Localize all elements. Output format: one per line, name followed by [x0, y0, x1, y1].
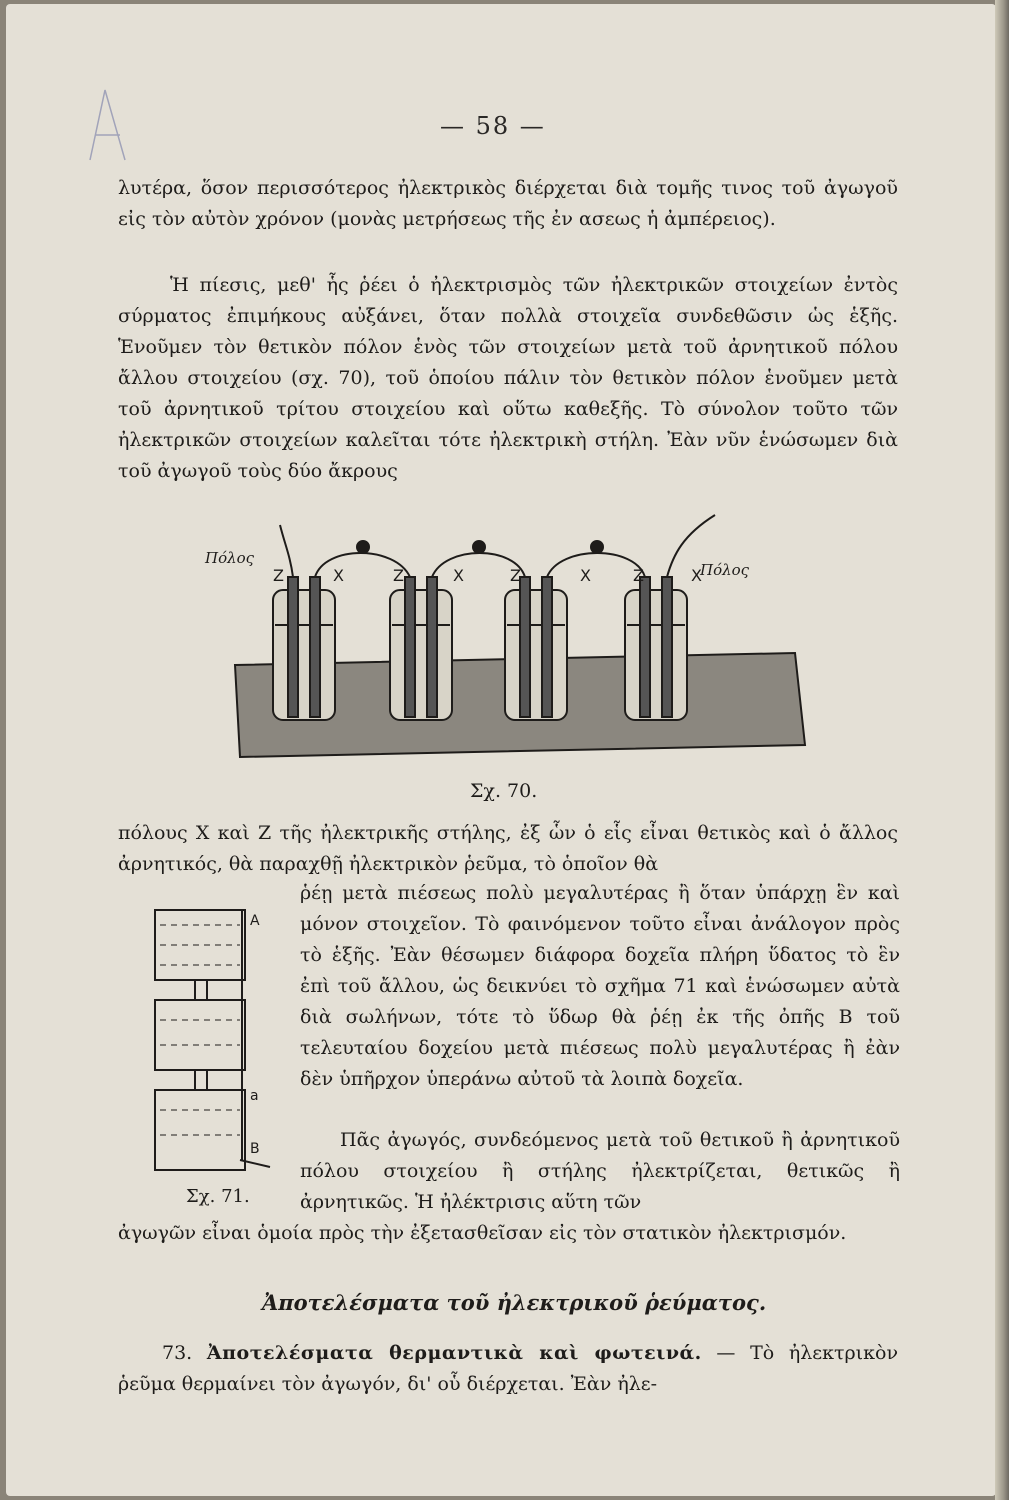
paragraph-5: Πᾶς ἀγωγός, συνδεόμενος μετὰ τοῦ θετικοῦ ἢ ἀρνητικοῦ πόλου στοιχείου ἢ στήλης ἠλεκτρίζεται, θετικῶς ἢ ἀρνητικῶς. Ἡ ἠλέκτρισις αὕτη τῶν — [300, 1129, 900, 1213]
paragraph-5-continued: ἀγωγῶν εἶναι ὁμοία πρὸς τὴν ἐξετασθεῖσαν εἰς τὸν στατικὸν ἠλεκτρισμόν. — [118, 1222, 847, 1244]
paragraph-73 — [118, 1338, 898, 1400]
terminal-label: Z — [510, 566, 521, 585]
figure-70-caption: Σχ. 70. — [470, 780, 538, 802]
page-number: — 58 — — [440, 112, 546, 140]
figure-71-label: B — [250, 1141, 260, 1157]
terminal-label: Z — [393, 566, 404, 585]
figure-71-label: a — [250, 1088, 259, 1104]
paragraph-1: λυτέρα, ὅσον περισσότερος ἠλεκτρικὸς διέρχεται διὰ τομῆς τινος τοῦ ἀγωγοῦ εἰς τὸν αὐτὸν χρόνον (μονὰς μετρήσεως τῆς ἐν ασεως ἡ ἀμπέρειος). — [118, 177, 898, 230]
book-spine — [995, 0, 1009, 1500]
paragraph-4: ῥέῃ μετὰ πιέσεως πολὺ μεγαλυτέρας ἢ ὅταν ὑπάρχῃ ἓν καὶ μόνον στοιχεῖον. Τὸ φαινόμενον τοῦτο εἶναι ἀνάλογον πρὸς τὸ ἑξῆς. Ἐὰν θέσωμεν διάφορα δοχεῖα πλήρη ὕδατος τὸ ἓν ἐπὶ τοῦ ἄλλου, ὡς δεικνύει τὸ σχῆμα 71 καὶ ἑνώσωμεν αὐτὰ διὰ σωλήνων, τότε τὸ ὕδωρ θὰ ῥέῃ ἐκ τῆς ὀπῆς B τοῦ τελευταίου δοχείου μετὰ πιέσεως πολὺ μεγαλυτέρας ἢ ἐὰν δὲν ὑπῆρχον ὑπεράνω αὐτοῦ τὰ λοιπὰ δοχεῖα. — [300, 882, 900, 1090]
paragraph-2: Ἡ πίεσις, μεθ' ἧς ῥέει ὁ ἠλεκτρισμὸς τῶν ἠλεκτρικῶν στοιχείων ἐντὸς σύρματος ἐπιμήκους αὐξάνει, ὅταν πολλὰ στοιχεῖα συνδεθῶσιν ὡς ἑξῆς. Ἑνοῦμεν τὸν θετικὸν πόλον ἑνὸς τῶν στοιχείων μετὰ τοῦ ἀρνητικοῦ πόλου ἄλλου στοιχείου (σχ. 70), τοῦ ὁποίου πάλιν τὸν θετικὸν πόλον ἑνοῦμεν μετὰ τοῦ ἀρνητικοῦ τρίτου στοιχείου καὶ οὕτω καθεξῆς. Τὸ σύνολον τοῦτο τῶν ἠλεκτρικῶν στοιχείων καλεῖται τότε ἠλεκτρικὴ στήλη. Ἐὰν νῦν ἑνώσωμεν διὰ τοῦ ἀγωγοῦ τοὺς δύο ἄκρους — [118, 274, 898, 482]
figure-71-water-vessels — [140, 905, 280, 1180]
terminal-label: X — [691, 566, 702, 585]
section-title: Ἀποτελέσματα θερμαντικὰ καὶ φωτεινά. — [206, 1342, 702, 1364]
terminal-label: Z — [633, 566, 644, 585]
section-number: 73. — [162, 1342, 193, 1364]
section-heading: Ἀποτελέσματα τοῦ ἠλεκτρικοῦ ῥεύματος. — [262, 1290, 767, 1315]
terminal-label: X — [580, 566, 591, 585]
pole-label-right: Πόλος — [700, 561, 750, 579]
terminal-label: X — [453, 566, 464, 585]
figure-70-voltaic-pile — [195, 505, 835, 775]
pencil-mark — [80, 80, 140, 170]
terminal-label: Z — [273, 566, 284, 585]
figure-71-caption: Σχ. 71. — [186, 1186, 250, 1207]
terminal-label: X — [333, 566, 344, 585]
paragraph-73-text: — Τὸ ἠλεκτρικὸν ῥεῦμα θερμαίνει τὸν ἀγωγόν, δι' οὗ διέρχεται. Ἐὰν ἠλε- — [118, 1342, 898, 1395]
paragraph-3: πόλους X καὶ Z τῆς ἠλεκτρικῆς στήλης, ἐξ ὧν ὁ εἷς εἶναι θετικὸς καὶ ὁ ἄλλος ἀρνητικός, θὰ παραχθῇ ἠλεκτρικὸν ῥεῦμα, τὸ ὁποῖον θὰ — [118, 822, 898, 875]
pole-label-left: Πόλος — [205, 549, 255, 567]
figure-71-label: A — [250, 913, 260, 929]
